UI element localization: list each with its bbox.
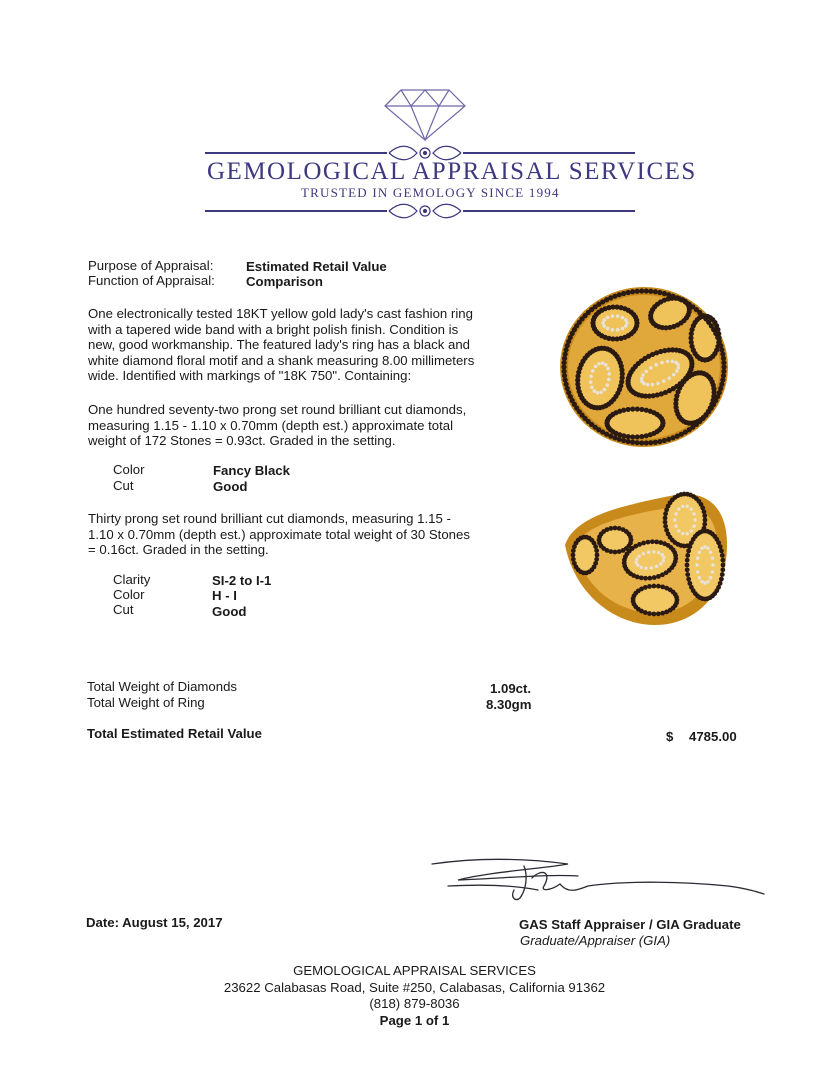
description-line: with a tapered wide band with a bright polish finish. Condition is: [88, 321, 459, 337]
stone-text-line: measuring 1.15 - 1.10 x 0.70mm (depth est.) approximate total: [88, 417, 454, 433]
stone-text-line: One hundred seventy-two prong set round brilliant cut diamonds,: [88, 402, 467, 417]
grade-value: Fancy Black: [213, 463, 290, 478]
grade-label: Color: [113, 587, 145, 602]
ring-photo-side: [555, 485, 733, 633]
grade-value: Good: [212, 604, 247, 619]
stone-text-line: weight of 172 Stones = 0.93ct. Graded in the setting.: [88, 433, 396, 448]
total-retail-label: Total Estimated Retail Value: [87, 726, 262, 741]
footer-address: 23622 Calabasas Road, Suite #250, Calabasas, California 91362: [223, 979, 606, 995]
stone-group-2-text: [88, 511, 470, 558]
signature-date: Date: August 15, 2017: [86, 915, 223, 930]
footer-company: GEMOLOGICAL APPRAISAL SERVICES: [293, 963, 536, 978]
header-bottom-rule-right: [463, 210, 635, 212]
purpose-label: Purpose of Appraisal:: [88, 258, 214, 273]
appraiser-title: GAS Staff Appraiser / GIA Graduate: [519, 917, 741, 932]
diamond-icon: [383, 88, 467, 142]
currency-symbol: $: [666, 729, 674, 744]
grade-label: Clarity: [113, 572, 151, 587]
header-logo: [205, 88, 697, 218]
grade-value: H - I: [212, 588, 237, 603]
stone-text-line: = 0.16ct. Graded in the setting.: [88, 542, 269, 557]
appraiser-subtitle: Graduate/Appraiser (GIA): [520, 933, 671, 948]
total-retail-value: 4785.00: [689, 729, 737, 744]
footer-phone: (818) 879-8036: [369, 996, 460, 1011]
signature-image: [428, 850, 768, 910]
company-tagline: TRUSTED IN GEMOLOGY SINCE 1994: [301, 185, 560, 200]
description-line: new, good workmanship. The featured lady's ring has a black and: [88, 337, 471, 352]
function-value: Comparison: [246, 274, 323, 289]
stone-group-1-text: [88, 402, 466, 449]
total-ring-value: 8.30gm: [486, 697, 532, 712]
grade-value: SI-2 to I-1: [212, 573, 272, 588]
header-top-rule-right: [463, 152, 635, 154]
grade-label: Color: [113, 462, 145, 477]
ring-photo-front: [555, 278, 733, 456]
total-diamonds-value: 1.09ct.: [490, 681, 532, 696]
grade-value: Good: [213, 479, 248, 494]
grade-label: Cut: [113, 602, 134, 617]
purpose-value: Estimated Retail Value: [246, 259, 387, 274]
item-description: [88, 306, 474, 384]
company-name: GEMOLOGICAL APPRAISAL SERVICES: [207, 158, 697, 185]
footer: [0, 963, 829, 1029]
header-top-rule: [205, 152, 387, 154]
stone-text-line: 1.10 x 0.70mm (depth est.) approximate total weight of 30 Stones: [88, 526, 470, 542]
header-bottom-rule: [205, 210, 387, 212]
function-label: Function of Appraisal:: [88, 273, 215, 288]
footer-page-number: Page 1 of 1: [379, 1012, 450, 1028]
grade-label: Cut: [113, 478, 134, 493]
ornament-icon: [387, 200, 463, 222]
description-line: One electronically tested 18KT yellow gold lady's cast fashion ring: [88, 306, 473, 321]
description-line: white diamond floral motif and a shank measuring 8.00 millimeters: [88, 352, 475, 368]
total-ring-label: Total Weight of Ring: [87, 695, 205, 710]
total-diamonds-label: Total Weight of Diamonds: [87, 679, 238, 694]
stone-text-line: Thirty prong set round brilliant cut diamonds, measuring 1.15 -: [88, 511, 451, 526]
description-line: wide. Identified with markings of "18K 750". Containing:: [88, 368, 412, 383]
